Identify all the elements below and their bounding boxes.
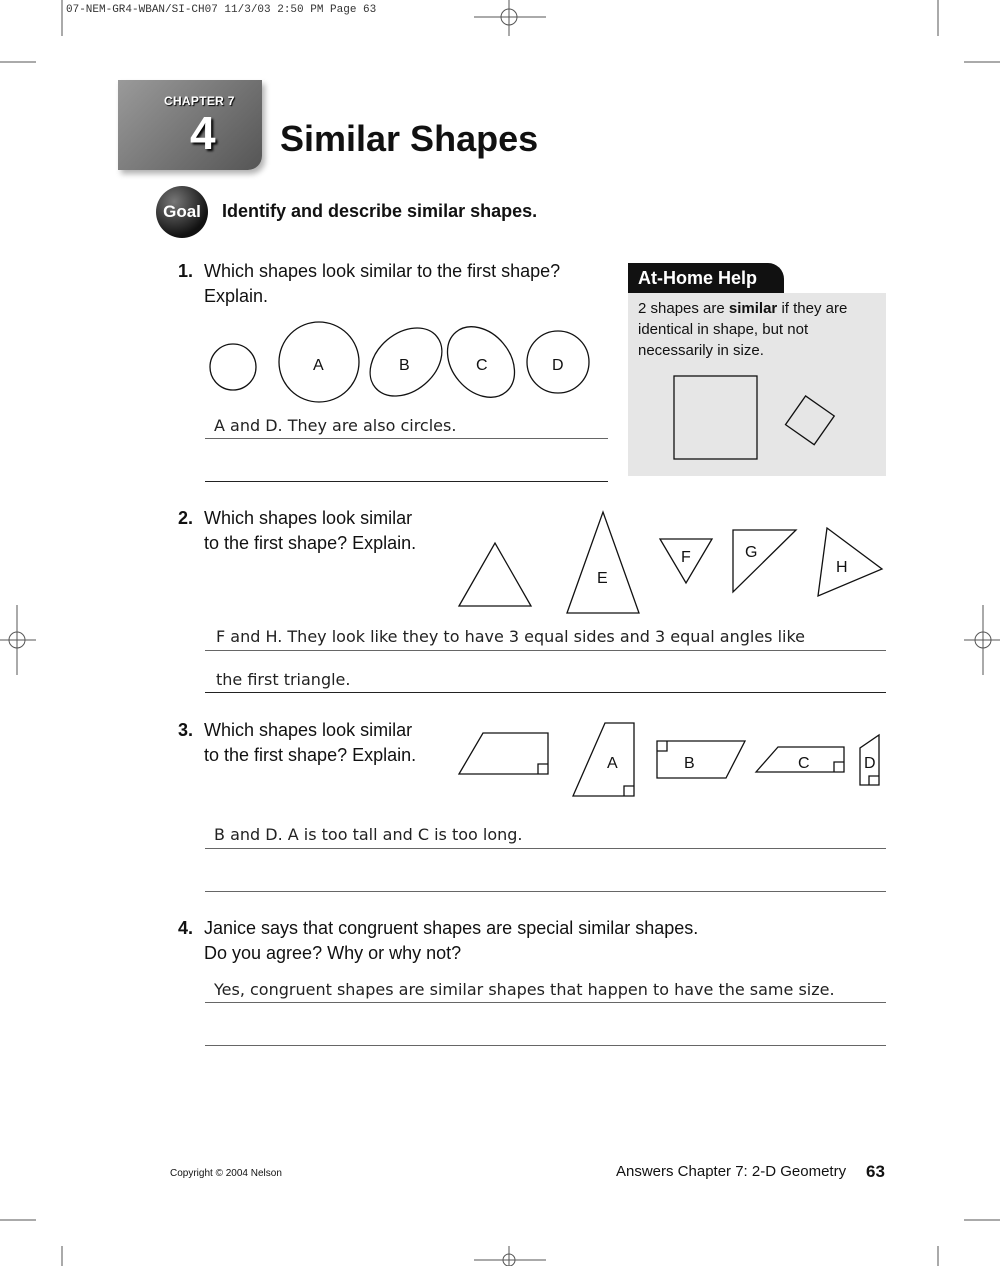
q3-reference-shape bbox=[459, 733, 548, 774]
copyright: Copyright © 2004 Nelson bbox=[170, 1168, 282, 1179]
question-number: 3. bbox=[178, 720, 194, 740]
at-home-help-heading: At-Home Help bbox=[628, 263, 784, 293]
answer-text[interactable]: B and D. A is too tall and C is too long. bbox=[214, 825, 523, 844]
answer-text[interactable]: Yes, congruent shapes are similar shapes that happen to have the same size. bbox=[214, 980, 835, 999]
q2-shape-e bbox=[567, 512, 639, 613]
question-line: to the first shape? Explain. bbox=[204, 533, 417, 553]
question-line: Explain. bbox=[204, 286, 269, 306]
q2-reference-triangle bbox=[459, 543, 531, 606]
page-number: 63 bbox=[866, 1162, 885, 1181]
help-square-small bbox=[786, 396, 835, 445]
question-line: to the first shape? Explain. bbox=[204, 745, 417, 765]
answer-text[interactable]: A and D. They are also circles. bbox=[214, 416, 457, 435]
q1-reference-circle bbox=[210, 344, 256, 390]
shape-label: B bbox=[399, 357, 410, 374]
q3-shape-b bbox=[657, 741, 745, 778]
goal-badge: Goal bbox=[156, 186, 208, 238]
help-text-bold: similar bbox=[728, 300, 778, 317]
question-line: Which shapes look similar to the first shape? bbox=[204, 261, 561, 281]
page-title: Similar Shapes bbox=[280, 118, 539, 159]
shape-label: A bbox=[607, 755, 618, 772]
help-text-part: 2 shapes are bbox=[638, 300, 729, 317]
shape-label: E bbox=[597, 570, 608, 587]
shape-label: C bbox=[798, 755, 810, 772]
shape-label: G bbox=[745, 544, 758, 561]
q3-shape-a bbox=[573, 723, 634, 796]
footer-section: Answers Chapter 7: 2-D Geometry bbox=[616, 1163, 847, 1180]
answer-text[interactable]: F and H. They look like they to have 3 equal sides and 3 equal angles like bbox=[216, 627, 806, 646]
shape-label: B bbox=[684, 755, 695, 772]
question-line: Which shapes look similar bbox=[204, 720, 413, 740]
question-number: 1. bbox=[178, 261, 194, 281]
shape-label: F bbox=[681, 549, 691, 566]
question-line: Janice says that congruent shapes are special similar shapes. bbox=[204, 918, 699, 938]
lesson-number: 4 bbox=[190, 107, 216, 159]
answer-text[interactable]: the first triangle. bbox=[216, 670, 351, 689]
question-line: Do you agree? Why or why not? bbox=[204, 943, 462, 963]
q2-shape-g bbox=[733, 530, 796, 592]
help-square-large bbox=[674, 376, 757, 459]
print-slug: 07-NEM-GR4-WBAN/SI-CH07 11/3/03 2:50 PM Page 63 bbox=[66, 4, 377, 16]
question-line: Which shapes look similar bbox=[204, 508, 413, 528]
q2-shape-h bbox=[818, 528, 882, 596]
question-number: 4. bbox=[178, 918, 194, 938]
chapter-label: CHAPTER 7 bbox=[164, 94, 235, 108]
shape-label: D bbox=[552, 357, 564, 374]
shape-label: D bbox=[864, 755, 876, 772]
help-text-part: if they are identical in shape, but not necessarily in size. bbox=[638, 300, 848, 359]
question-number: 2. bbox=[178, 508, 194, 528]
shape-label: H bbox=[836, 559, 848, 576]
goal-text: Identify and describe similar shapes. bbox=[222, 201, 538, 221]
shape-label: C bbox=[476, 357, 488, 374]
shape-label: A bbox=[313, 357, 324, 374]
